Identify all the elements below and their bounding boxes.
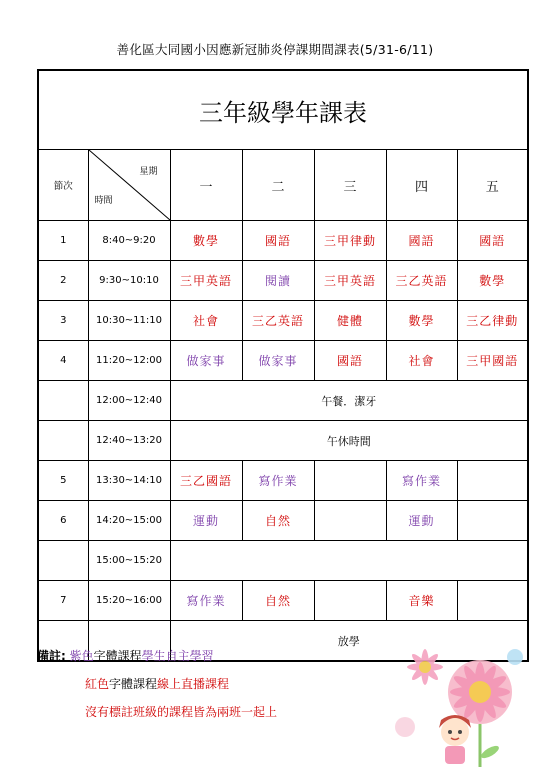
period-header: 節次 — [38, 150, 88, 221]
time-slot: 8:40~9:20 — [88, 221, 170, 261]
subject-cell: 做家事 — [170, 341, 242, 381]
subject-cell — [314, 461, 386, 501]
subject-cell — [314, 581, 386, 621]
schedule-row — [38, 221, 528, 261]
subject-cell: 寫作業 — [242, 461, 314, 501]
subject-cell: 社會 — [170, 301, 242, 341]
flower-girl-illustration — [385, 632, 535, 772]
day-header-thu: 四 — [386, 150, 457, 221]
subject-cell: 閱讀 — [242, 261, 314, 301]
merged-activity-cell — [170, 541, 528, 581]
subject-cell: 運動 — [170, 501, 242, 541]
period-number: 1 — [38, 221, 88, 261]
purple-legend-text: 字體課程 — [93, 649, 142, 663]
subject-cell: 自然 — [242, 581, 314, 621]
combined-class-note: 沒有標註班級的課程皆為兩班一起上 — [85, 705, 278, 719]
period-number — [38, 421, 88, 461]
time-slot: 12:40~13:20 — [88, 421, 170, 461]
time-slot: 10:30~11:10 — [88, 301, 170, 341]
period-number — [38, 541, 88, 581]
subject-cell: 三甲英語 — [170, 261, 242, 301]
schedule-row — [38, 261, 528, 301]
period-number: 5 — [38, 461, 88, 501]
schedule-row — [38, 461, 528, 501]
merged-activity-cell: 午休時間 — [170, 421, 528, 461]
merged-activity-cell: 午餐．潔牙 — [170, 381, 528, 421]
schedule-row — [38, 301, 528, 341]
subject-cell: 數學 — [170, 221, 242, 261]
time-slot: 11:20~12:00 — [88, 341, 170, 381]
subject-cell: 做家事 — [242, 341, 314, 381]
subject-cell: 數學 — [386, 301, 457, 341]
corner-header — [88, 150, 170, 221]
time-slot: 15:00~15:20 — [88, 541, 170, 581]
subject-cell: 三甲律動 — [314, 221, 386, 261]
subject-cell: 國語 — [314, 341, 386, 381]
time-header-label: 時間 — [94, 196, 113, 206]
red-legend-meaning: 線上直播課程 — [157, 677, 230, 691]
red-legend: 紅色 — [85, 677, 110, 691]
subject-cell: 健體 — [314, 301, 386, 341]
subject-cell: 三乙國語 — [170, 461, 242, 501]
time-slot: 15:20~16:00 — [88, 581, 170, 621]
subject-cell: 自然 — [242, 501, 314, 541]
period-number: 3 — [38, 301, 88, 341]
merged-activity-cell: 放學 — [170, 621, 528, 662]
schedule-row — [38, 501, 528, 541]
schedule-row — [38, 381, 528, 421]
schedule-row — [38, 541, 528, 581]
subject-cell: 三甲國語 — [457, 341, 528, 381]
notes-label: 備註: — [37, 649, 66, 663]
subject-cell: 寫作業 — [386, 461, 457, 501]
document-title: 善化區大同國小因應新冠肺炎停課期間課表(5/31-6/11) — [116, 42, 434, 57]
subject-cell — [457, 501, 528, 541]
period-number: 7 — [38, 581, 88, 621]
subject-cell: 三乙律動 — [457, 301, 528, 341]
schedule-row — [38, 421, 528, 461]
subject-cell: 三甲英語 — [314, 261, 386, 301]
subject-cell: 國語 — [242, 221, 314, 261]
subject-cell: 數學 — [457, 261, 528, 301]
time-slot: 13:30~14:10 — [88, 461, 170, 501]
timetable-title: 三年級學年課表 — [38, 70, 528, 150]
day-header-fri: 五 — [457, 150, 528, 221]
subject-cell — [457, 581, 528, 621]
time-slot: 9:30~10:10 — [88, 261, 170, 301]
purple-legend: 紫色 — [69, 649, 94, 663]
period-number: 4 — [38, 341, 88, 381]
subject-cell: 國語 — [386, 221, 457, 261]
diagonal-line — [89, 150, 170, 220]
subject-cell: 音樂 — [386, 581, 457, 621]
schedule-row — [38, 341, 528, 381]
time-slot: 14:20~15:00 — [88, 501, 170, 541]
notes — [37, 642, 277, 726]
weekday-header-label: 星期 — [139, 167, 158, 177]
purple-legend-meaning: 學生自主學習 — [141, 649, 214, 663]
subject-cell: 運動 — [386, 501, 457, 541]
subject-cell: 三乙英語 — [242, 301, 314, 341]
subject-cell: 社會 — [386, 341, 457, 381]
time-slot: 12:00~12:40 — [88, 381, 170, 421]
day-header-tue: 二 — [242, 150, 314, 221]
header-row — [38, 150, 528, 221]
period-number: 6 — [38, 501, 88, 541]
subject-cell: 國語 — [457, 221, 528, 261]
schedule-row — [38, 581, 528, 621]
day-header-mon: 一 — [170, 150, 242, 221]
subject-cell: 三乙英語 — [386, 261, 457, 301]
period-number: 2 — [38, 261, 88, 301]
timetable — [37, 69, 529, 662]
day-header-wed: 三 — [314, 150, 386, 221]
subject-cell — [314, 501, 386, 541]
period-number — [38, 381, 88, 421]
subject-cell — [457, 461, 528, 501]
subject-cell: 寫作業 — [170, 581, 242, 621]
red-legend-text: 字體課程 — [109, 677, 158, 691]
